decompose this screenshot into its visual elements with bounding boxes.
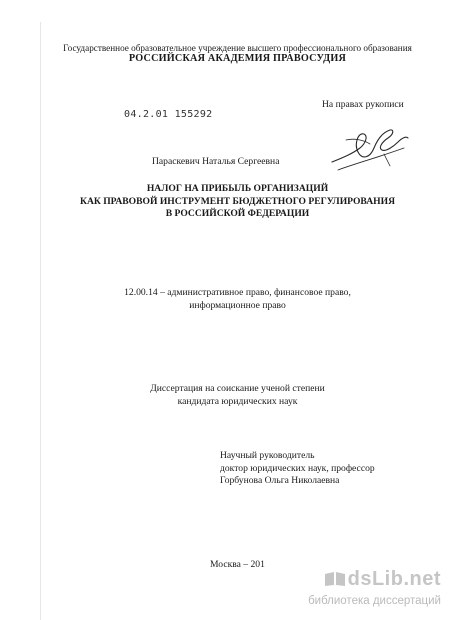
watermark [272, 568, 447, 618]
dissertation-title [40, 183, 435, 221]
handwritten-signature [324, 118, 414, 178]
supervisor-line: Горбунова Ольга Николаевна [220, 475, 340, 486]
title-line: В РОССИЙСКОЙ ФЕДЕРАЦИИ [165, 208, 310, 219]
author-name: Параскевич Наталья Сергеевна [152, 156, 280, 167]
watermark-logo [324, 568, 441, 590]
title-line: КАК ПРАВОВОЙ ИНСТРУМЕНТ БЮДЖЕТНОГО РЕГУЛИРОВАНИЯ [79, 195, 396, 207]
manuscript-note: На правах рукописи [322, 99, 404, 110]
city-year: Москва – 201 [210, 559, 265, 570]
registration-stamp: 04.2.01 155292 [124, 109, 213, 120]
degree-line: кандидата юридических наук [177, 395, 298, 407]
title-line: НАЛОГ НА ПРИБЫЛЬ ОРГАНИЗАЦИЙ [146, 183, 329, 194]
supervisor-block [220, 450, 375, 488]
institution-line: Государственное образовательное учреждение высшего профессионального образования [63, 43, 412, 53]
supervisor-line: доктор юридических наук, профессор [220, 462, 375, 474]
supervisor-line: Научный руководитель [220, 450, 315, 461]
academy-name: РОССИЙСКАЯ АКАДЕМИЯ ПРАВОСУДИЯ [128, 53, 347, 64]
degree-line: Диссертация на соискание ученой степени [150, 383, 325, 394]
degree-statement [40, 383, 435, 408]
watermark-logo-text: dsLib.net [347, 568, 441, 590]
scan-edge-line [40, 22, 41, 620]
book-icon [324, 571, 346, 587]
specialty [40, 287, 435, 312]
specialty-line: информационное право [189, 299, 286, 311]
specialty-line: 12.00.14 – административное право, финансовое право, [124, 287, 351, 298]
watermark-subtitle: библиотека диссертаций [308, 595, 441, 607]
